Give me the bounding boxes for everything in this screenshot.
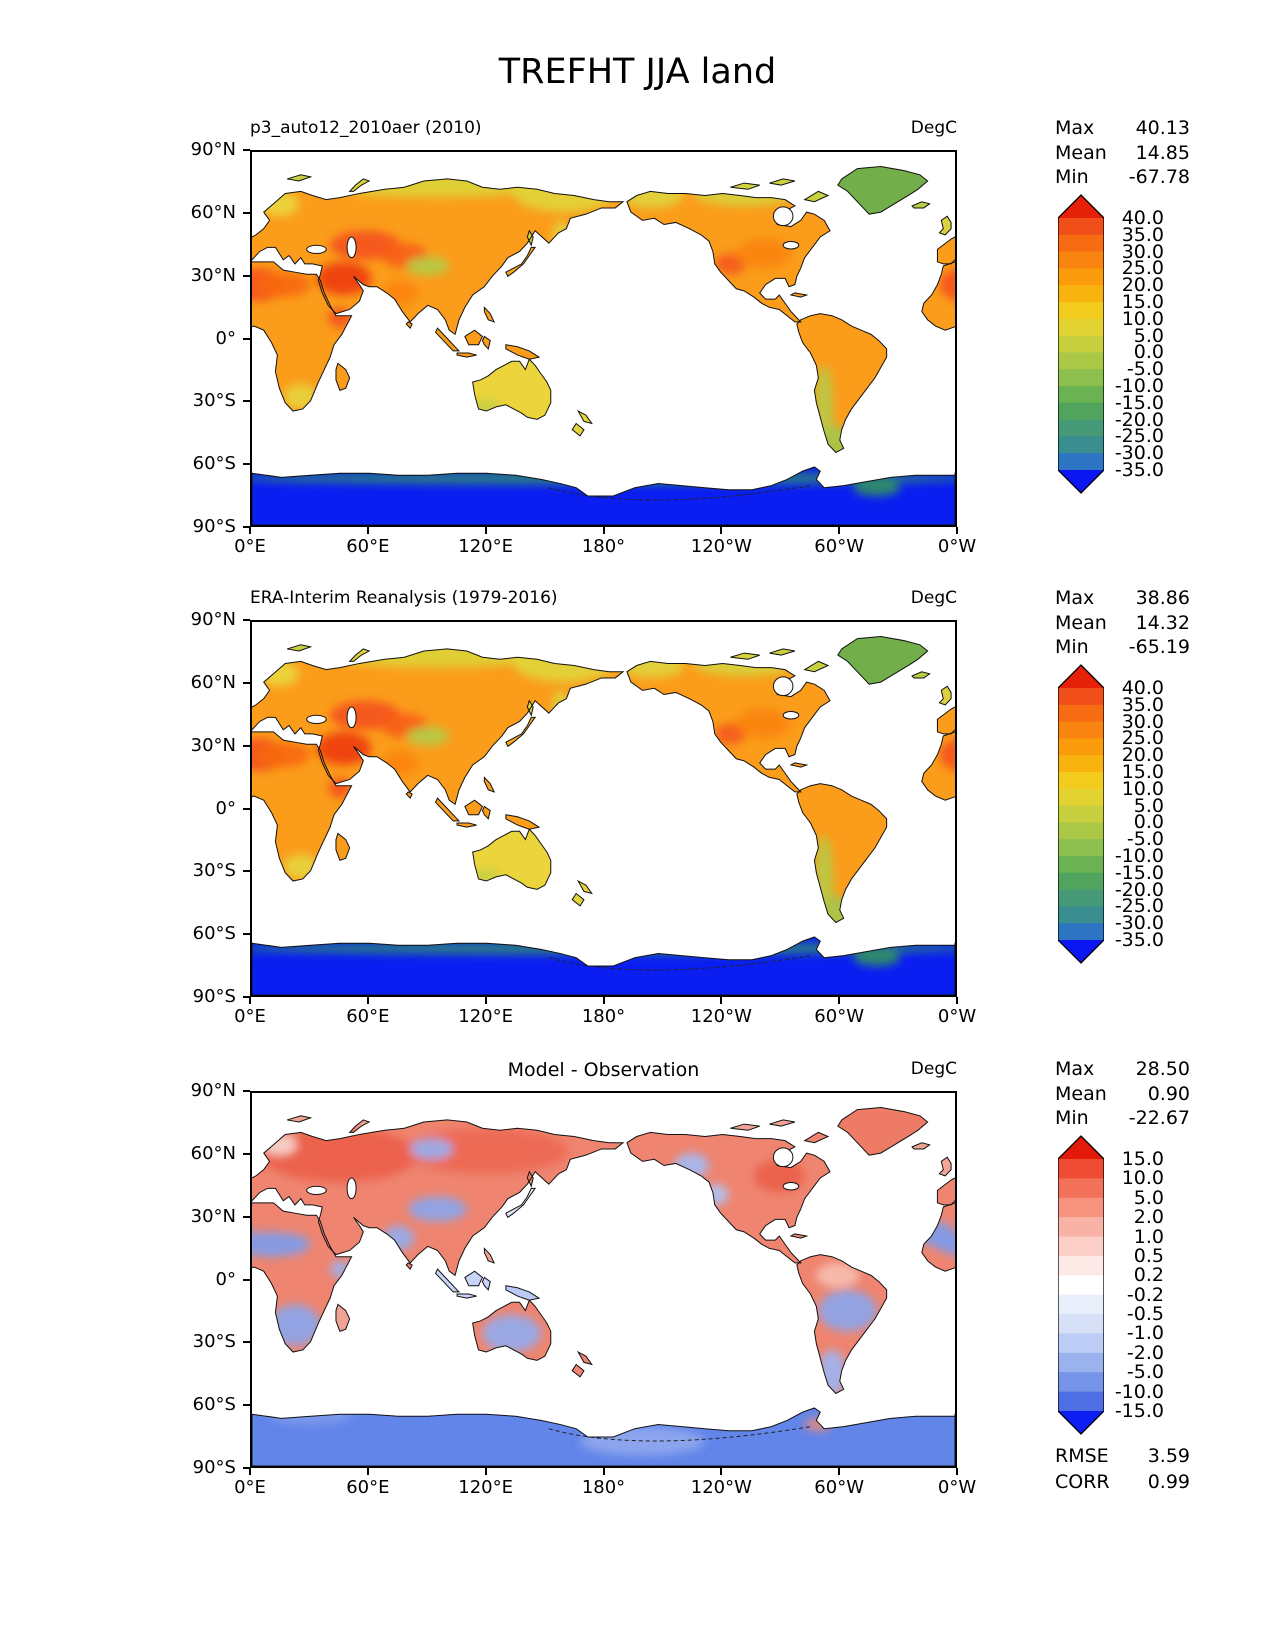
y-tick-mark — [243, 400, 250, 402]
skill-stats-block — [1055, 1443, 1190, 1495]
y-tick-label: 0° — [215, 327, 236, 349]
colorbar-tick-label: 20.0 — [1121, 274, 1164, 297]
colorbar-tick-label: -25.0 — [1114, 895, 1164, 918]
y-tick-label: 60°N — [190, 201, 236, 223]
colorbar-tick-label: -10.0 — [1114, 1380, 1164, 1403]
x-tick-mark — [367, 997, 369, 1004]
stat-label: Min — [1055, 1107, 1089, 1129]
colorbar-tick-label: 25.0 — [1121, 257, 1164, 280]
x-tick-label: 180° — [581, 536, 626, 557]
colorbar-tick-label: -5.0 — [1126, 828, 1164, 851]
y-tick-mark — [243, 463, 250, 465]
y-tick-mark — [243, 1153, 250, 1155]
colorbar-tick-label: -15.0 — [1114, 391, 1164, 414]
colorbar-tick-label: 35.0 — [1121, 223, 1164, 246]
x-tick-label: 120°E — [458, 1477, 514, 1498]
colorbar-tick-label: 2.0 — [1133, 1206, 1164, 1229]
x-tick-mark — [838, 1468, 840, 1475]
stat-label: Mean — [1055, 1082, 1107, 1105]
stat-value: 38.86 — [1135, 587, 1190, 609]
colorbar-tick-label: 40.0 — [1121, 677, 1164, 699]
colorbar-model — [1058, 194, 1104, 494]
stat-label: Max — [1055, 117, 1095, 139]
colorbar-tick-label: 20.0 — [1121, 744, 1164, 767]
panel-title: ERA-Interim Reanalysis (1979-2016) — [250, 588, 558, 608]
x-tick-mark — [720, 997, 722, 1004]
colorbar-tick-label: -35.0 — [1114, 929, 1164, 951]
x-tick-label: 180° — [581, 1006, 626, 1027]
y-tick-mark — [243, 745, 250, 747]
stat-value: 28.50 — [1135, 1058, 1190, 1080]
stat-row-max — [1055, 1057, 1190, 1082]
y-tick-label: 30°S — [192, 390, 236, 412]
stat-row-max — [1055, 116, 1190, 141]
y-tick-label: 90°S — [192, 516, 236, 537]
stat-value: 40.13 — [1135, 117, 1190, 139]
colorbar-tick-label: -30.0 — [1114, 442, 1164, 465]
colorbar-tick-label: -15.0 — [1114, 861, 1164, 884]
stat-value: -65.19 — [1128, 636, 1190, 658]
x-tick-mark — [838, 997, 840, 1004]
colorbar-tick-label: 35.0 — [1121, 693, 1164, 716]
x-tick-mark — [367, 1468, 369, 1475]
colorbar-tick-label: 1.0 — [1133, 1225, 1164, 1248]
y-tick-label: 90°S — [192, 986, 236, 1007]
stat-label: RMSE — [1055, 1445, 1109, 1467]
y-tick-label: 90°N — [190, 139, 236, 160]
y-tick-label: 30°N — [190, 1205, 236, 1227]
y-tick-label: 0° — [215, 1268, 236, 1290]
y-tick-mark — [243, 1404, 250, 1406]
colorbar-tick-label: 5.0 — [1133, 794, 1164, 817]
colorbar-tick-label: -15.0 — [1114, 1400, 1164, 1422]
units-label: DegC — [910, 118, 957, 138]
world-map-svg — [252, 152, 955, 525]
x-tick-mark — [485, 1468, 487, 1475]
stat-value: -67.78 — [1128, 166, 1190, 188]
y-tick-mark — [243, 933, 250, 935]
colorbar-tick-label: 0.0 — [1133, 811, 1164, 834]
y-tick-mark — [243, 682, 250, 684]
stat-value: 14.85 — [1135, 141, 1190, 164]
x-tick-label: 0°E — [234, 1477, 266, 1498]
colorbar-tick-label: -1.0 — [1126, 1322, 1164, 1345]
x-tick-mark — [838, 527, 840, 534]
colorbar-tick-label: -35.0 — [1114, 459, 1164, 481]
colorbar-tick-label: -2.0 — [1126, 1341, 1164, 1364]
y-tick-label: 60°S — [192, 453, 236, 475]
y-tick-mark — [243, 808, 250, 810]
colorbar-tick-label: -0.2 — [1126, 1283, 1164, 1306]
stat-value: 0.90 — [1147, 1082, 1190, 1105]
y-tick-label: 30°N — [190, 264, 236, 286]
colorbar-tick-label: 0.5 — [1133, 1244, 1164, 1267]
x-tick-label: 0°W — [937, 536, 977, 557]
y-tick-mark — [243, 1216, 250, 1218]
y-tick-label: 30°S — [192, 860, 236, 882]
panel-title: p3_auto12_2010aer (2010) — [250, 118, 482, 138]
stat-label: Min — [1055, 166, 1089, 188]
y-tick-mark — [243, 619, 250, 621]
x-tick-mark — [603, 527, 605, 534]
x-tick-label: 60°W — [814, 1006, 864, 1027]
y-tick-mark — [243, 870, 250, 872]
x-tick-label: 60°E — [346, 1477, 390, 1498]
y-tick-mark — [243, 212, 250, 214]
stat-value: -22.67 — [1128, 1107, 1190, 1129]
y-tick-label: 60°N — [190, 1142, 236, 1164]
stats-block — [1055, 1057, 1190, 1131]
world-map-svg — [252, 1093, 955, 1466]
colorbar-tick-label: 15.0 — [1121, 1148, 1164, 1170]
x-tick-label: 60°E — [346, 1006, 390, 1027]
colorbar-gradient — [1058, 194, 1104, 494]
colorbar-tick-label: -5.0 — [1126, 1361, 1164, 1384]
figure-title: TREFHT JJA land — [498, 52, 777, 92]
stat-value: 0.99 — [1147, 1471, 1190, 1493]
colorbar-tick-label: 30.0 — [1121, 240, 1164, 263]
y-tick-mark — [243, 1090, 250, 1092]
y-tick-mark — [243, 1341, 250, 1343]
colorbar-tick-label: -30.0 — [1114, 912, 1164, 935]
stat-label: CORR — [1055, 1471, 1110, 1493]
colorbar-tick-label: -5.0 — [1126, 358, 1164, 381]
x-tick-mark — [603, 997, 605, 1004]
x-tick-label: 180° — [581, 1477, 626, 1498]
colorbar-tick-label: 0.2 — [1133, 1264, 1164, 1287]
x-tick-label: 0°W — [937, 1006, 977, 1027]
x-tick-mark — [720, 1468, 722, 1475]
stat-value: 14.32 — [1135, 611, 1190, 634]
y-tick-label: 60°S — [192, 1394, 236, 1416]
stat-label: Min — [1055, 636, 1089, 658]
y-tick-mark — [243, 149, 250, 151]
x-tick-mark — [249, 997, 251, 1004]
x-tick-label: 0°E — [234, 1006, 266, 1027]
stat-row-mean — [1055, 611, 1190, 636]
stat-row-max — [1055, 586, 1190, 611]
y-tick-mark — [243, 275, 250, 277]
y-tick-label: 0° — [215, 797, 236, 819]
x-tick-label: 60°W — [814, 1477, 864, 1498]
y-tick-label: 30°S — [192, 1331, 236, 1353]
colorbar-tick-label: 5.0 — [1133, 324, 1164, 347]
stat-row-corr — [1055, 1469, 1190, 1495]
x-tick-label: 120°W — [690, 536, 752, 557]
x-tick-mark — [367, 527, 369, 534]
stat-label: Mean — [1055, 141, 1107, 164]
x-tick-label: 0°E — [234, 536, 266, 557]
stat-label: Max — [1055, 587, 1095, 609]
stat-row-min — [1055, 165, 1190, 190]
x-tick-mark — [603, 1468, 605, 1475]
x-tick-mark — [956, 527, 958, 534]
x-tick-label: 60°W — [814, 536, 864, 557]
colorbar-tick-label: 25.0 — [1121, 727, 1164, 750]
x-tick-label: 120°E — [458, 1006, 514, 1027]
colorbar-tick-label: 15.0 — [1121, 761, 1164, 783]
stats-block — [1055, 116, 1190, 190]
colorbar-tick-label: 30.0 — [1121, 710, 1164, 733]
x-tick-mark — [956, 997, 958, 1004]
x-tick-label: 60°E — [346, 536, 390, 557]
y-tick-label: 60°N — [190, 671, 236, 693]
colorbar-tick-label: -25.0 — [1114, 425, 1164, 448]
panel-title: Model - Observation — [507, 1059, 700, 1081]
colorbar-tick-label: 10.0 — [1121, 777, 1164, 800]
x-tick-label: 120°W — [690, 1477, 752, 1498]
units-label: DegC — [910, 588, 957, 608]
x-tick-mark — [485, 997, 487, 1004]
colorbar-tick-label: 10.0 — [1121, 307, 1164, 330]
y-tick-label: 90°S — [192, 1457, 236, 1478]
panel-difference — [0, 1059, 1275, 1529]
units-label: DegC — [910, 1059, 957, 1079]
colorbar-tick-label: -20.0 — [1114, 878, 1164, 901]
stat-row-mean — [1055, 141, 1190, 166]
colorbar-tick-label: -10.0 — [1114, 375, 1164, 397]
stat-label: Max — [1055, 1058, 1095, 1080]
stat-row-rmse — [1055, 1443, 1190, 1469]
x-tick-mark — [249, 527, 251, 534]
y-tick-label: 90°N — [190, 609, 236, 630]
colorbar-tick-label: 5.0 — [1133, 1186, 1164, 1209]
y-tick-mark — [243, 1279, 250, 1281]
stat-value: 3.59 — [1147, 1445, 1190, 1467]
stat-row-min — [1055, 1106, 1190, 1131]
x-tick-mark — [249, 1468, 251, 1475]
map-model — [250, 150, 957, 527]
colorbar-gradient — [1058, 1135, 1104, 1435]
colorbar-gradient — [1058, 664, 1104, 964]
stats-block — [1055, 586, 1190, 660]
panel-reanalysis — [0, 588, 1275, 1058]
colorbar-tick-label: -10.0 — [1114, 845, 1164, 867]
stat-label: Mean — [1055, 611, 1107, 634]
colorbar-tick-label: 10.0 — [1121, 1167, 1164, 1190]
x-tick-label: 120°E — [458, 536, 514, 557]
stat-row-mean — [1055, 1082, 1190, 1107]
x-tick-mark — [720, 527, 722, 534]
y-tick-mark — [243, 338, 250, 340]
stat-row-min — [1055, 635, 1190, 660]
x-tick-label: 120°W — [690, 1006, 752, 1027]
x-tick-label: 0°W — [937, 1477, 977, 1498]
colorbar-tick-label: -20.0 — [1114, 408, 1164, 431]
x-tick-mark — [485, 527, 487, 534]
colorbar-tick-label: 0.0 — [1133, 341, 1164, 364]
x-tick-mark — [956, 1468, 958, 1475]
y-tick-label: 30°N — [190, 734, 236, 756]
y-tick-label: 60°S — [192, 923, 236, 945]
colorbar-tick-label: -0.5 — [1126, 1303, 1164, 1326]
colorbar-reanalysis — [1058, 664, 1104, 964]
colorbar-tick-label: 40.0 — [1121, 207, 1164, 229]
map-difference — [250, 1091, 957, 1468]
world-map-svg — [252, 622, 955, 995]
panel-model — [0, 118, 1275, 588]
colorbar-difference — [1058, 1135, 1104, 1435]
map-reanalysis — [250, 620, 957, 997]
colorbar-tick-label: 15.0 — [1121, 291, 1164, 313]
y-tick-label: 90°N — [190, 1080, 236, 1101]
